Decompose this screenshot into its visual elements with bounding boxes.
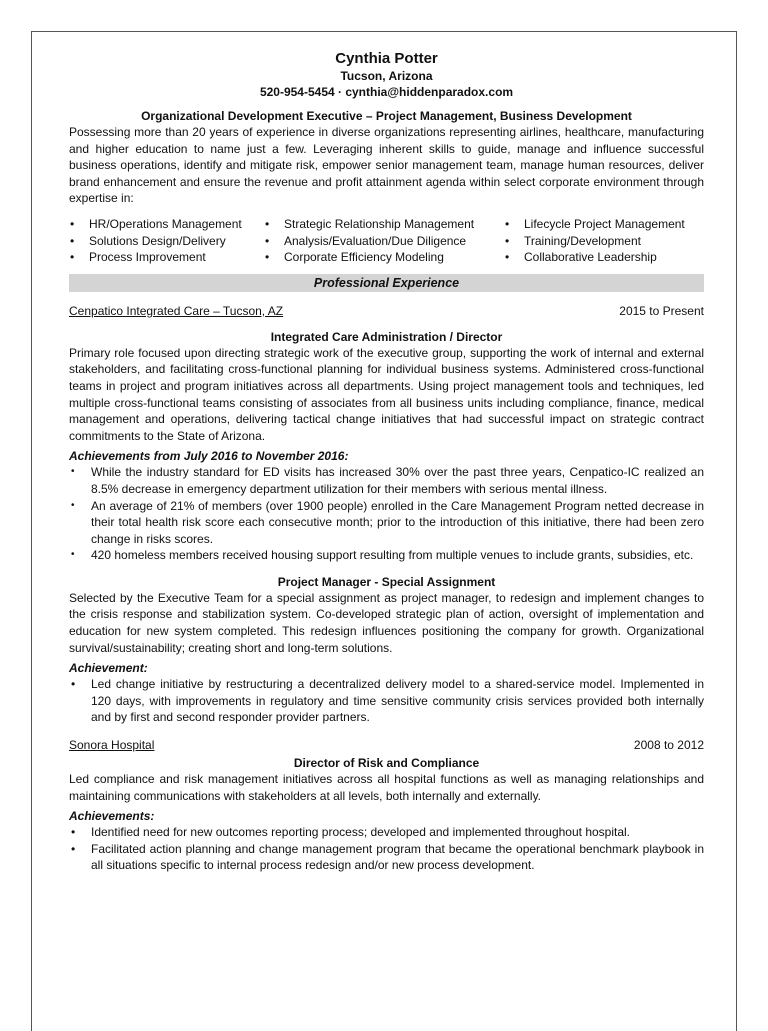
- achievements-list: [69, 824, 704, 874]
- achievement-item: • While the industry standard for ED visits has increased 30% over the past three years, Cenpatico-IC realized an 8.5% decrease in emergency department utilization for their members with serious mental illness.: [69, 464, 704, 497]
- skill-item: • HR/Operations Management: [69, 216, 264, 233]
- achievement-heading: Achievement:: [69, 661, 148, 676]
- achievement-item: • Identified need for new outcomes reporting process; developed and implemented throughout hospital.: [69, 824, 704, 841]
- role-description: Selected by the Executive Team for a special assignment as project manager, to redesign and implement changes to the crisis response and stabilization system. Co-developed strategic plan of action, oversight of implementation and education for new system completed. This redesign influences positioning the company for growth. Organizational survival/sustainability; creating short and long-term solutions.: [69, 590, 704, 655]
- skill-item: • Training/Development: [504, 233, 704, 250]
- achievement-item: • Facilitated action planning and change management program that became the operational benchmark playbook in all situations specific to internal process redesign and/or new process development.: [69, 841, 704, 874]
- skills-column-1: [69, 216, 264, 266]
- skill-item: • Corporate Efficiency Modeling: [264, 249, 504, 266]
- resume-content: [69, 50, 704, 874]
- role-description: Led compliance and risk management initiatives across all hospital functions as well as managing relationships and maintaining communications with stakeholders at all levels, both internally and externally.: [69, 772, 704, 803]
- skills-column-2: [264, 216, 504, 266]
- skill-item: • Strategic Relationship Management: [264, 216, 504, 233]
- skill-item: • Process Improvement: [69, 249, 264, 266]
- employment-dates: 2008 to 2012: [633, 738, 704, 753]
- skills-column-3: [504, 216, 704, 266]
- role-description: Primary role focused upon directing strategic work of the executive group, supporting the work of internal and external stakeholders, and facilitating cross-functional planning for individual business systems. Administered cross-functional teams in project and program initiatives across all departments. Using project management tools and techniques, led multiple cross-functional teams consisting of associates from all business units including compliance, finance, medical management and operations, delivering tactical change initiatives that had successful impact on strategic contract commitments to the State of Arizona.: [69, 345, 704, 443]
- achievements-list: [69, 676, 704, 726]
- role-title: Project Manager - Special Assignment: [277, 574, 496, 589]
- skills-list: [69, 216, 704, 266]
- candidate-name: Cynthia Potter: [335, 50, 438, 67]
- achievements-list: [69, 464, 704, 564]
- job-header: [69, 737, 704, 753]
- skill-item: • Solutions Design/Delivery: [69, 233, 264, 250]
- candidate-contact: 520-954-5454 · cynthia@hiddenparadox.com: [259, 85, 514, 99]
- skill-item: • Collaborative Leadership: [504, 249, 704, 266]
- role-title: Integrated Care Administration / Director: [270, 329, 503, 344]
- employment-dates: 2015 to Present: [619, 303, 704, 318]
- professional-tagline: Organizational Development Executive – Project Management, Business Development: [141, 109, 632, 123]
- skill-item: • Lifecycle Project Management: [504, 216, 704, 233]
- achievements-heading: Achievements from July 2016 to November 2016:: [69, 449, 349, 464]
- employer-name: Sonora Hospital: [69, 738, 155, 753]
- achievements-heading: Achievements:: [69, 809, 155, 824]
- achievement-item: • An average of 21% of members (over 1900 people) enrolled in the Care Management Program netted decrease in their total health risk score each consecutive month; prior to the introduction of this initiative, there had been zero change in risks scores.: [69, 498, 704, 548]
- candidate-location: Tucson, Arizona: [340, 69, 433, 83]
- section-heading-experience: Professional Experience: [69, 274, 704, 292]
- achievement-item: • 420 homeless members received housing support resulting from multiple venues to include grants, subsidies, etc.: [69, 547, 704, 564]
- job-header: [69, 303, 704, 319]
- achievement-item: • Led change initiative by restructuring a decentralized delivery model to a shared-service model. Implemented in 120 days, with improvements in regulatory and time sensitive community crisis services provided both internally and by first and second responder provider partners.: [69, 676, 704, 726]
- role-title: Director of Risk and Compliance: [293, 756, 480, 771]
- resume-page: [31, 31, 737, 1031]
- employer-name: Cenpatico Integrated Care – Tucson, AZ: [69, 303, 284, 318]
- skill-item: • Analysis/Evaluation/Due Diligence: [264, 233, 504, 250]
- summary-paragraph: Possessing more than 20 years of experience in diverse organizations representing airlines, healthcare, manufacturing and higher education to name just a few. Leveraging inherent skills to guide, manage and influence successful business operations, identify and mitigate risk, empower senior management team, manage human resources, deliver brand enhancement and ensure the revenue and profit attainment agenda within select corporate environment through expertise in:: [69, 125, 704, 206]
